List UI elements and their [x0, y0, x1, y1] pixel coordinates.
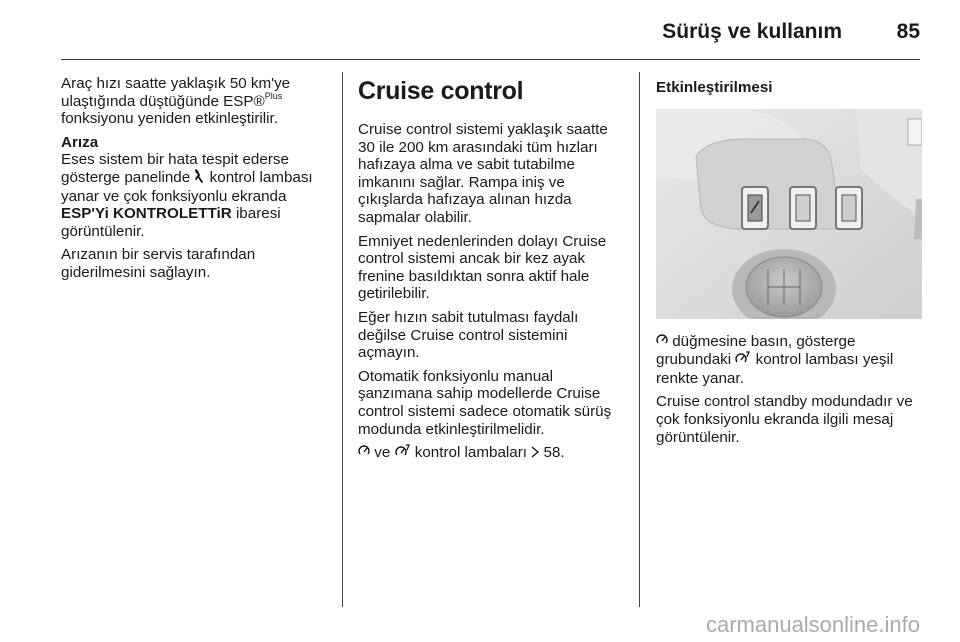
- page-header: [0, 0, 960, 60]
- activation-paragraph-1: düğmesine basın, gösterge grubundaki kontrol lambası yeşil renkte yanar.: [656, 332, 894, 387]
- cruise-paragraph-4: Otomatik fonksiyonlu manual şanzımana sahip modellerde Cruise control sistemi sadece otomatik sürüş modunda etkinleştirilmelidir.: [358, 367, 612, 438]
- header-rule: [61, 59, 920, 60]
- cruise-switch-illustration: [656, 109, 922, 319]
- cruise-paragraph-1: Cruise control sistemi yaklaşık saatte 30 ile 200 km arasındaki tüm hızları hafızaya alma ve sabit tutabilme imkanını sağlar. Rampa iniş ve çıkışlarda hafızaya alınan hızda sapmalar olabilir.: [358, 121, 608, 226]
- column-left: [61, 75, 331, 288]
- esp-reactivation-paragraph: Araç hızı saatte yaklaşık 50 km'ye ulaştığında düştüğünde ESP®$^{Plus}$ fonksiyonu yeniden etkinleştirilir.: [61, 75, 291, 128]
- page-number: 85: [896, 20, 920, 43]
- activation-heading: Etkinleştirilmesi: [656, 79, 773, 96]
- page-reference: 58.: [543, 444, 565, 462]
- page-reference-arrow-icon: [531, 445, 539, 463]
- cruise-paragraph-3: Eğer hızın sabit tutulması faydalı değilse Cruise control sistemini açmayın.: [358, 308, 579, 362]
- cruise-control-icon: [656, 333, 668, 352]
- watermark: carmanualsonline.info: [705, 612, 920, 637]
- column-divider-1: [342, 72, 343, 607]
- section-title: Sürüş ve kullanım: [662, 20, 842, 43]
- cruise-control-heading: Cruise control: [358, 77, 524, 105]
- column-divider-2: [639, 72, 640, 607]
- esp-message-bold: ESP'Yi KONTROLETTiR: [61, 205, 232, 223]
- activation-paragraph-2: Cruise control standby modundadır ve çok fonksiyonlu ekranda ilgili mesaj görüntülenir.: [656, 393, 913, 446]
- esp-warning-icon: [194, 169, 205, 188]
- cruise-control-active-icon: [395, 444, 411, 463]
- column-right: [656, 75, 922, 452]
- cruise-control-icon: [358, 444, 370, 463]
- column-middle: [358, 75, 628, 469]
- cruise-paragraph-2: Emniyet nedenlerinden dolayı Cruise control sistemi ancak bir kez ayak frenine basıldıktan sonra aktif hale getirilebilir.: [358, 232, 607, 303]
- fault-heading: Arıza: [61, 133, 99, 151]
- cruise-paragraph-5: ve kontrol lambaları 58.: [358, 444, 628, 463]
- cruise-control-active-icon: [735, 351, 751, 370]
- fault-paragraph: Eses sistem bir hata tespit ederse gösterge panelinde kontrol lambası yanar ve çok fonksiyonlu ekranda ESP'Yi KONTROLETTiR ibaresi görüntülenir.: [61, 151, 313, 240]
- repair-paragraph: Arızanın bir servis tarafından giderilmesini sağlayın.: [61, 246, 256, 281]
